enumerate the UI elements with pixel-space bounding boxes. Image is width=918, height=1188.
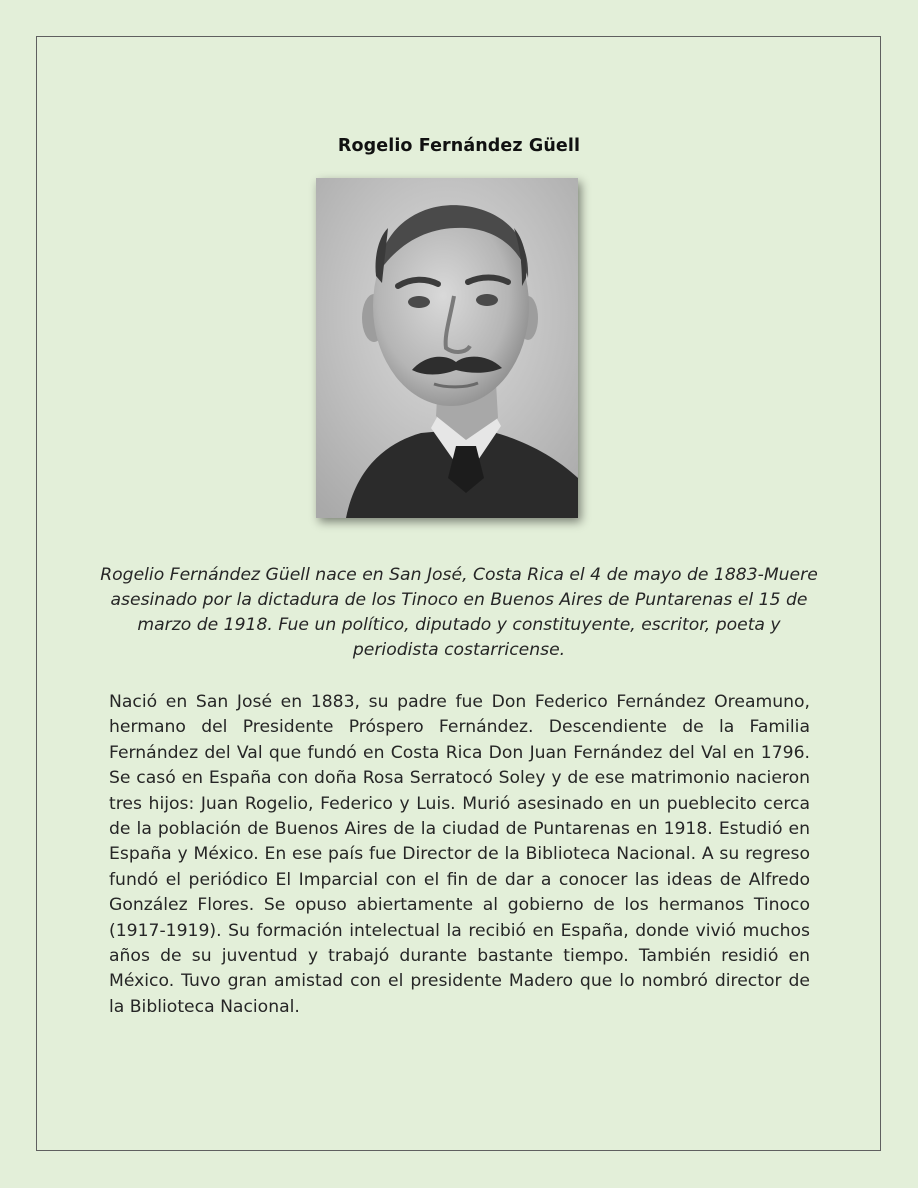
portrait-caption: Rogelio Fernández Güell nace en San José, Costa Rica el 4 de mayo de 1883-Muere asesinado por la dictadura de los Tinoco en Buenos Aires de Puntarenas el 15 de marzo de 1918. Fue un político, diputado y constituyente, escritor, poeta y periodista costarricense. xyxy=(100,565,818,660)
portrait-photo xyxy=(316,178,578,518)
page-title: Rogelio Fernández Güell xyxy=(337,136,581,156)
biography-paragraph: Nació en San José en 1883, su padre fue Don Federico Fernández Oreamuno, hermano del Presidente Próspero Fernández. Descendiente de la Familia Fernández del Val que fundó en Costa Rica Don Juan Fernández del Val en 1796. Se casó en España con doña Rosa Serratocó Soley y de ese matrimonio nacieron tres hijos: Juan Rogelio, Federico y Luis. Murió asesinado en un pueblecito cerca de la población de Buenos Aires de la ciudad de Puntarenas en 1918. Estudió en España y México. En ese país fue Director de la Biblioteca Nacional. A su regreso fundó el periódico El Imparcial con el fin de dar a conocer las ideas de Alfredo González Flores. Se opuso abiertamente al gobierno de los hermanos Tinoco (1917-1919). Su formación intelectual la recibió en España, donde vivió muchos años de su juventud y trabajó durante bastante tiempo. También residió en México. Tuvo gran amistad con el presidente Madero que lo nombró director de la Biblioteca Nacional. xyxy=(109,692,810,1017)
